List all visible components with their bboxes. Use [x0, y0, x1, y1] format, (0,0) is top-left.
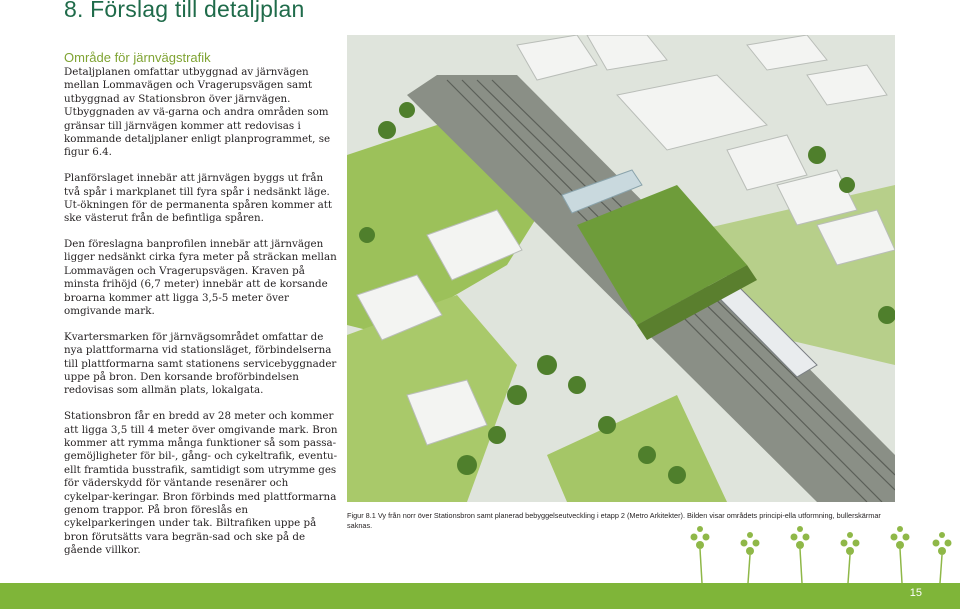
page-title: 8. Förslag till detaljplan	[64, 0, 305, 22]
paragraph-3: Den föreslagna banprofilen innebär att järnvägen ligger nedsänkt cirka fyra meter på sträckan mellan Lommavägen och Vragerupsvägen. Kraven på minsta frihöjd (6,7 meter) innebär att de korsande broarna kommer att ligga 3,5-5 meter över omgivande mark.	[64, 238, 337, 318]
page-number: 15	[909, 587, 922, 599]
aerial-rendering-image	[347, 35, 895, 502]
paragraph-5: Stationsbron får en bredd av 28 meter och kommer att ligga 3,5 till 4 meter över omgivande mark. Bron kommer att rymma många funktioner så som passa-gemöjligheter för bil-, gång- och cykeltrafik, eventu-ellt framtida busstrafik, samtidigt som utrymme ges för väderskydd för väntande resenärer och cykelpar-keringar. Bron förbinds med plattformarna genom trappor. På bron föreslås en cykelparkeringen under tak. Biltrafiken uppe på bron förutsätts vara begrän-sad och ske på de gående villkor.	[64, 410, 338, 557]
paragraph-1: Detaljplanen omfattar utbyggnad av järnvägen mellan Lommavägen och Vragerupsvägen samt utbyggnad av Stationsbron över järnvägen. Utbyggnaden av vä-garna och andra områden som gränsar till järnvägen kommer att redovisas i kommande detaljplaner enligt planprogrammet, se figur 6.4.	[64, 66, 331, 159]
section-subheading: Område för järnvägstrafik	[64, 50, 211, 65]
paragraph-4: Kvartersmarken för järnvägsområdet omfattar de nya plattformarna vid stationsläget, förbindelserna till plattformarna samt stationens servicebyggnader uppe på bron. Den korsande broförbindelsen redovisas som allmän plats, lokalgata.	[64, 330, 337, 397]
paragraph-2: Planförslaget innebär att järnvägen byggs ut från två spår i markplanet till fyra spår i nedsänkt läge. Ut-ökningen för de permanenta spåren kommer att ske västerut från de befintliga spåren.	[64, 172, 333, 225]
leaf-ornament-icon	[680, 515, 960, 585]
footer-bar	[0, 583, 960, 609]
figure-caption: Figur 8.1 Vy från norr över Stationsbron samt planerad bebyggelseutveckling i etapp 2 (Metro Arkitekter). Bilden visar områdets principi-ella utformning, bullerskärmar saknas.	[347, 511, 881, 531]
text-column	[64, 50, 339, 570]
